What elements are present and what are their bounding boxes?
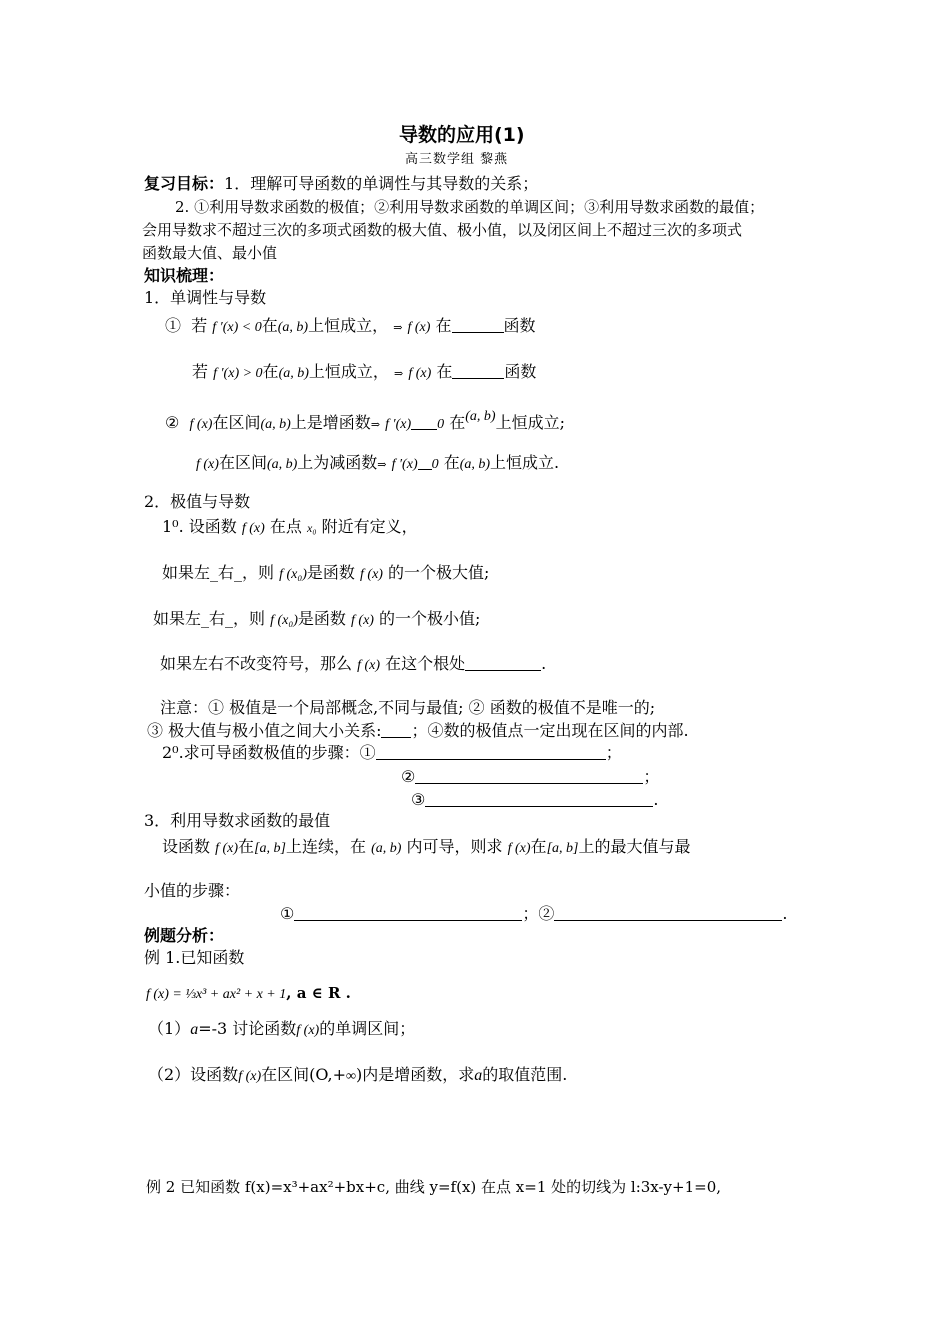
note-line-1: 注意：① 极值是一个局部概念,不同与最值; ② 函数的极值不是唯一的; (160, 698, 656, 717)
answer-blank[interactable] (381, 721, 411, 738)
answer-blank[interactable] (415, 767, 643, 784)
extremum-no-change-rule: 如果左右不改变符号，那么 f (x) 在这个根处 . (160, 654, 547, 673)
section-2-heading: 2．极值与导数 (144, 492, 251, 511)
answer-blank[interactable] (554, 904, 782, 921)
extrema-steps: ① ；② . (280, 904, 788, 923)
extrema-intro: 设函数 f (x)在[a, b]上连续，在 (a, b) 内可导，则求 f (x)在[a, b]上的最大值与最 (162, 837, 691, 856)
extremum-steps-3: ③ . (411, 790, 659, 809)
section-3-heading: 3．利用导数求函数的最值 (144, 811, 331, 830)
example-1-question-2: （2）设函数f (x)在区间(O,+∞)内是增函数，求a的取值范围. (148, 1065, 568, 1084)
example-1-heading: 例 1.已知函数 (144, 948, 245, 967)
extremum-min-rule: 如果左_右_，则 f (x₀)是函数 f (x) 的一个极小值; (153, 609, 481, 628)
monotone-rule-4: f (x)在区间(a, b)上为减函数⇒ f ′(x) 0 在(a, b)上恒成立. (196, 453, 560, 472)
answer-blank[interactable] (411, 413, 437, 430)
example-1-function: f (x) = ⅓x³ + ax² + x + 1, a ∈ R . (146, 984, 351, 1002)
answer-blank[interactable] (452, 362, 504, 379)
answer-blank[interactable] (418, 453, 432, 470)
answer-blank[interactable] (465, 654, 541, 671)
extremum-steps-2: ② ； (401, 767, 660, 786)
answer-blank[interactable] (425, 790, 653, 807)
example-1-question-1: （1）a=-3 讨论函数f (x)的单调区间； (148, 1019, 416, 1038)
extrema-steps-label: 小值的步骤： (144, 881, 241, 900)
monotone-rule-3: ② f (x)在区间(a, b)上是增函数⇒ f ′(x) 0 在(a, b)上恒成立; (165, 409, 565, 432)
answer-blank[interactable] (294, 904, 522, 921)
extremum-steps-1: 2⁰.求可导函数极值的步骤：① ； (162, 743, 622, 762)
page-title: 导数的应用(1) (399, 124, 525, 146)
author-line: 高三数学组 黎燕 (405, 152, 509, 167)
goals-line-2: 2. ①利用导数求函数的极值；②利用导数求函数的单调区间；③利用导数求函数的最值； (175, 198, 765, 216)
examples-label: 例题分析： (144, 926, 225, 945)
extremum-max-rule: 如果左_右_，则 f (x₀)是函数 f (x) 的一个极大值; (162, 563, 490, 582)
section-1-heading: 1．单调性与导数 (144, 288, 267, 307)
goals-line-3: 会用导数求不超过三次的多项式函数的极大值、极小值，以及闭区间上不超过三次的多项式 (142, 221, 743, 239)
example-2-text: 例 2 已知函数 f(x)=x³+ax²+bx+c, 曲线 y=f(x) 在点 x=1 处的切线为 l:3x-y+1=0, (146, 1178, 722, 1196)
answer-blank[interactable] (452, 316, 504, 333)
monotone-rule-2: 若 f ′(x) > 0在(a, b)上恒成立， ⇒ f (x) 在 函数 (192, 362, 537, 381)
monotone-rule-1: ① 若 f ′(x) < 0在(a, b)上恒成立， ⇒ f (x) 在 函数 (165, 316, 536, 335)
answer-blank[interactable] (376, 743, 606, 760)
goals-line-1 (144, 173, 538, 195)
note-line-2: ③ 极大值与极小值之间大小关系: ；④数的极值点一定出现在区间的内部. (147, 721, 689, 740)
goals-line-4: 函数最大值、最小值 (142, 244, 278, 262)
review-label: 知识梳理： (144, 266, 225, 285)
goals-label: 复习目标： (144, 174, 225, 193)
extremum-definition: 1⁰. 设函数 f (x) 在点 x₀ 附近有定义， (162, 517, 418, 536)
goals-item-1: 1．理解可导函数的单调性与其导数的关系； (224, 174, 539, 193)
